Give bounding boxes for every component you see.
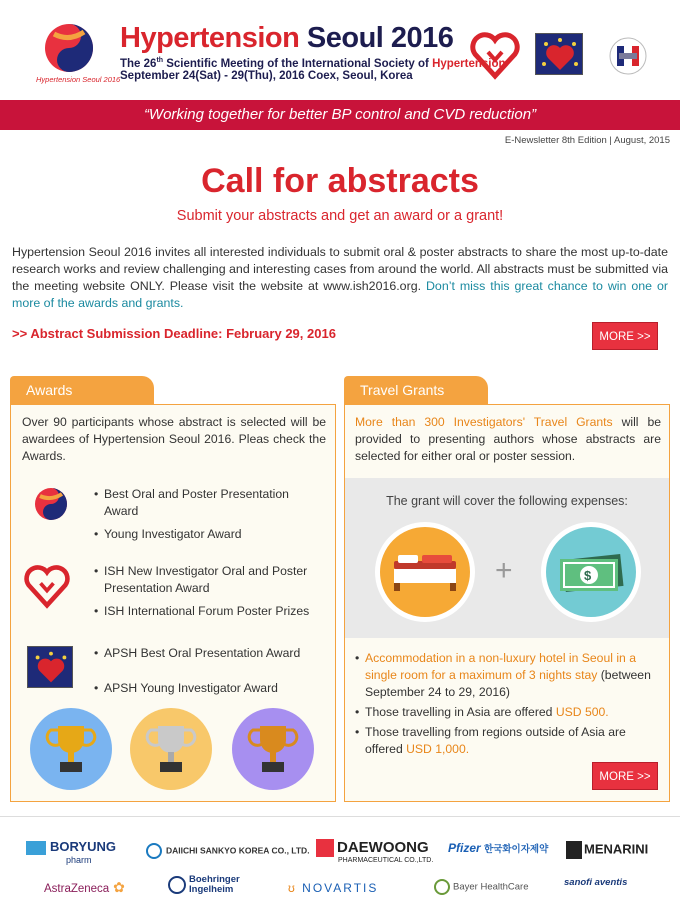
bayer-logo-icon (434, 879, 450, 895)
bed-icon (375, 522, 475, 622)
boehringer-logo-icon (168, 876, 186, 894)
sponsor-daiichi: DAIICHI SANKYO KOREA CO., LTD. (146, 843, 310, 859)
sponsor-novartis: ʊ NOVARTIS (288, 881, 379, 895)
grant-caption: The grant will cover the following expenses: (386, 494, 628, 508)
sponsor-boehringer: Boehringer Ingelheim (168, 875, 240, 895)
event-subtitle: The 26th Scientific Meeting of the International Society of Hypertension (120, 57, 506, 70)
event-title: Hypertension Seoul 2016 (120, 22, 454, 54)
award-group-1 (94, 486, 324, 549)
gold-trophy-icon (30, 708, 112, 790)
award-group-2 (94, 563, 324, 626)
newsletter-edition: E-Newsletter 8th Edition | August, 2015 (504, 135, 670, 146)
novartis-logo-icon: ʊ (288, 881, 303, 895)
award-item: • APSH Best Oral Presentation Award (94, 645, 324, 662)
sponsor-bayer: Bayer HealthCare (434, 879, 529, 895)
awards-intro: Over 90 participants whose abstract is selected will be awardees of Hypertension Seoul 2016. Pleas check the Awards. (22, 415, 326, 463)
apsh-award-icon (27, 646, 73, 688)
sponsor-menarini: MENARINI (566, 841, 648, 859)
sponsor-daewoong: DAEWOONG PHARMACEUTICAL CO.,LTD. (316, 839, 433, 864)
award-item: • ISH New Investigator Oral and Poster Presentation Award (94, 563, 324, 597)
ish-heart-award-icon (24, 562, 70, 610)
menarini-logo-icon (566, 841, 582, 859)
slogan-banner: “Working together for better BP control and CVD reduction” (0, 100, 680, 130)
grants-intro: More than 300 Investigators' Travel Grants will be provided to presenting authors whose abstracts are selected for either oral or poster session. (355, 415, 661, 463)
more-button-grants[interactable]: MORE >> (592, 762, 658, 790)
grant-item-asia: • Those travelling in Asia are offered USD 500. (355, 704, 661, 721)
award-item: • APSH Young Investigator Award (94, 680, 324, 697)
grant-item-accommodation: • Accommodation in a non-luxury hotel in Seoul in a single room for a maximum of 3 nights stay (between September 24 to 29, 2016) (355, 650, 661, 701)
page-title: Call for abstracts (201, 162, 479, 200)
svg-text:$: $ (584, 568, 592, 583)
sponsor-logos (0, 816, 680, 916)
award-group-3 (94, 645, 324, 703)
award-item: • ISH International Forum Poster Prizes (94, 603, 324, 620)
event-dates: September 24(Sat) - 29(Thu), 2016 Coex, Seoul, Korea (120, 69, 413, 82)
grant-item-outside-asia: • Those travelling from regions outside of Asia are offered USD 1,000. (355, 724, 661, 758)
plus-icon: + (495, 554, 513, 587)
tab-awards: Awards (10, 376, 154, 404)
astrazeneca-logo-icon: ✿ (109, 879, 125, 895)
bronze-trophy-icon (232, 708, 314, 790)
sponsor-boryung: BORYUNG pharm (26, 839, 116, 865)
header (0, 0, 680, 100)
boryung-logo-icon (26, 841, 46, 855)
svg-text:Hypertension Seoul 2016: Hypertension Seoul 2016 (36, 75, 121, 84)
event-title-block (120, 22, 506, 82)
money-icon (541, 522, 641, 622)
korean-society-hypertension-logo-icon (605, 36, 651, 76)
sponsor-sanofi: sanofi aventis (564, 877, 628, 888)
sponsor-pfizer: Pfizer 한국화이자제약 (448, 841, 549, 855)
page-subtitle: Submit your abstracts and get an award or a grant! (176, 208, 504, 224)
more-button-abstracts[interactable]: MORE >> (592, 322, 658, 350)
sponsor-astrazeneca: AstraZeneca ✿ (44, 879, 125, 895)
daewoong-logo-icon (316, 839, 334, 857)
intro-paragraph: Hypertension Seoul 2016 invites all interested individuals to submit oral & poster abstracts to share the most up-to-date research works and review challenging and interesting cases from around the world. All abstracts must be submitted via the meeting website ONLY. Please visit the website at www.ish2016.org. Don’t miss this great chance to win one or more of the awards and grants. (12, 245, 668, 310)
silver-trophy-icon (130, 708, 212, 790)
grant-expense-list (355, 650, 661, 761)
apsh-logo-icon (535, 33, 583, 75)
hypertension-seoul-logo-icon (34, 20, 121, 86)
submission-deadline: >> Abstract Submission Deadline: February 29, 2016 (12, 326, 336, 341)
ish-heart-logo-icon (470, 30, 520, 80)
award-item: • Young Investigator Award (94, 526, 324, 543)
tab-travel-grants: Travel Grants (344, 376, 488, 404)
daiichi-logo-icon (146, 843, 162, 859)
grant-expenses-graphic (345, 478, 669, 638)
award-item: • Best Oral and Poster Presentation Award (94, 486, 324, 520)
hypertension-seoul-award-icon (26, 486, 76, 532)
intro-highlight: Don’t miss this great chance to win one or more of the awards and grants. (12, 279, 668, 310)
